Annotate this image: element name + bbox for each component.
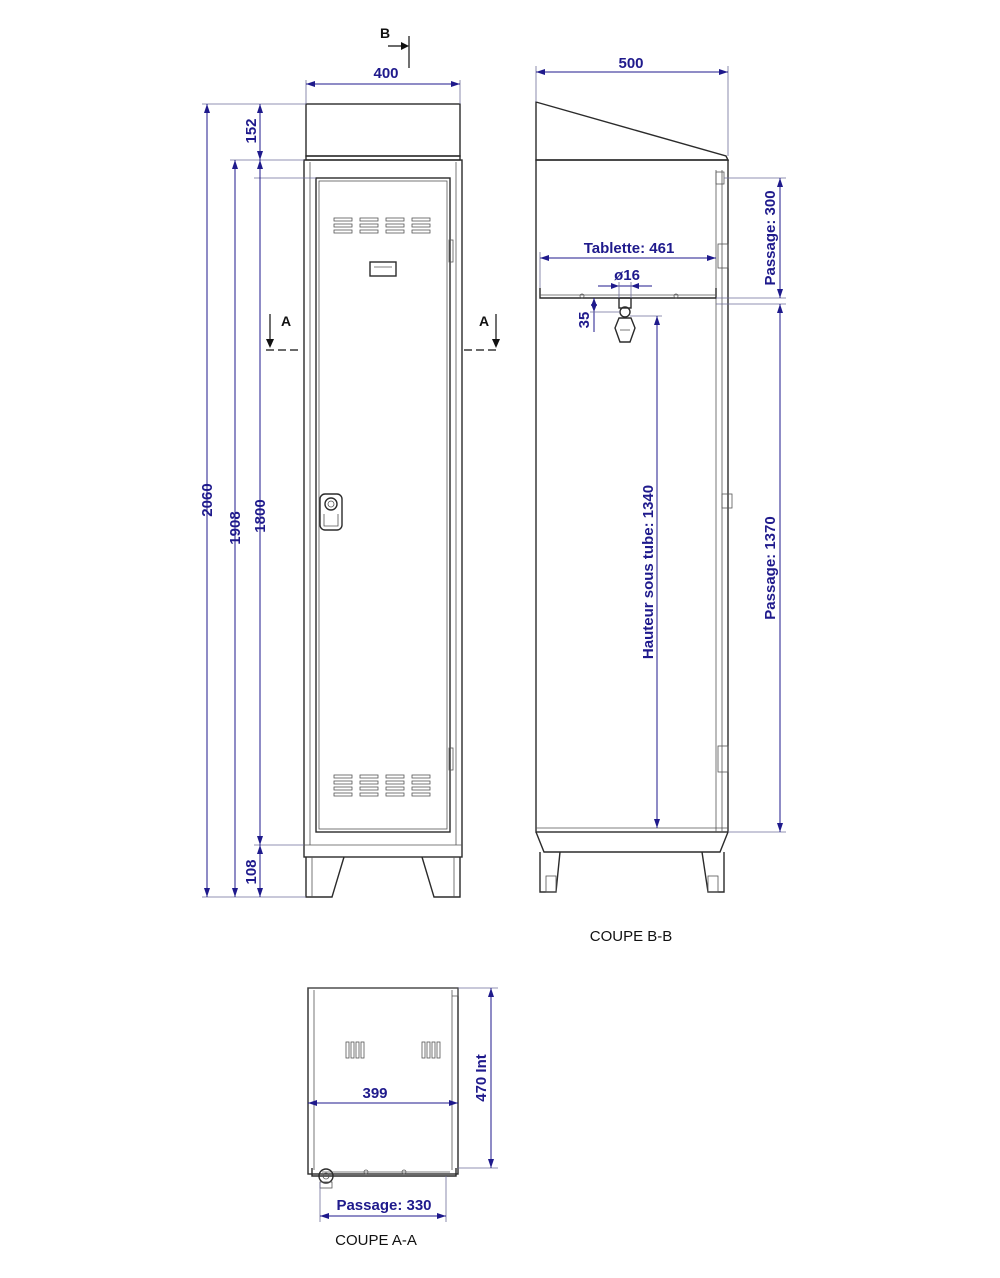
- section-bb-view: [536, 55, 786, 945]
- section-aa-view: [308, 988, 498, 1249]
- section-bb-base: [536, 832, 728, 852]
- shelf-label: Tablette: 461: [583, 240, 675, 257]
- door-label-holder: [370, 262, 396, 276]
- section-aa-vent-left: [346, 1042, 364, 1058]
- passage-top-label: Passage: 300: [762, 190, 779, 286]
- front-view: [199, 25, 500, 897]
- door-lock-icon: [320, 494, 342, 530]
- section-aa-passage-label: Passage: 330: [336, 1197, 432, 1214]
- tube-offset-label: 35: [576, 311, 593, 329]
- section-a-label-left: A: [280, 313, 292, 329]
- height-under-tube-label: Hauteur sous tube: 1340: [640, 484, 657, 660]
- section-bb-roof: [536, 102, 728, 160]
- section-aa-caption: COUPE A-A: [335, 1232, 417, 1249]
- dim-total-height-label: 2060: [199, 483, 216, 517]
- dim-roof-height-label: 152: [243, 118, 260, 144]
- section-a-label-right: A: [478, 313, 490, 329]
- section-bb-caption: COUPE B-B: [589, 928, 673, 945]
- door-vent-top: [334, 218, 430, 233]
- dim-leg-height-label: 108: [243, 859, 260, 885]
- inner-width-label: 399: [362, 1085, 388, 1102]
- section-bb-leg-right: [702, 852, 724, 892]
- front-roof: [306, 104, 460, 156]
- front-width-label: 400: [373, 65, 399, 82]
- section-bb-body: [536, 160, 728, 832]
- hanging-tube-hook-icon: [615, 298, 635, 342]
- section-aa-outline: [308, 988, 458, 1174]
- section-b-label: B: [379, 25, 391, 41]
- dim-body-height-label: 1908: [227, 511, 244, 545]
- tube-diameter-label: ø16: [614, 267, 640, 284]
- section-bb-shelf: [540, 288, 716, 298]
- section-bb-width-label: 500: [618, 55, 644, 72]
- section-bb-leg-left: [540, 852, 560, 892]
- passage-bottom-label: Passage: 1370: [762, 516, 779, 620]
- dim-door-height-label: 1800: [252, 499, 269, 533]
- inner-depth-label: 470 Int: [473, 1054, 490, 1102]
- door-vent-bottom: [334, 775, 430, 796]
- section-aa-vent-right: [422, 1042, 440, 1058]
